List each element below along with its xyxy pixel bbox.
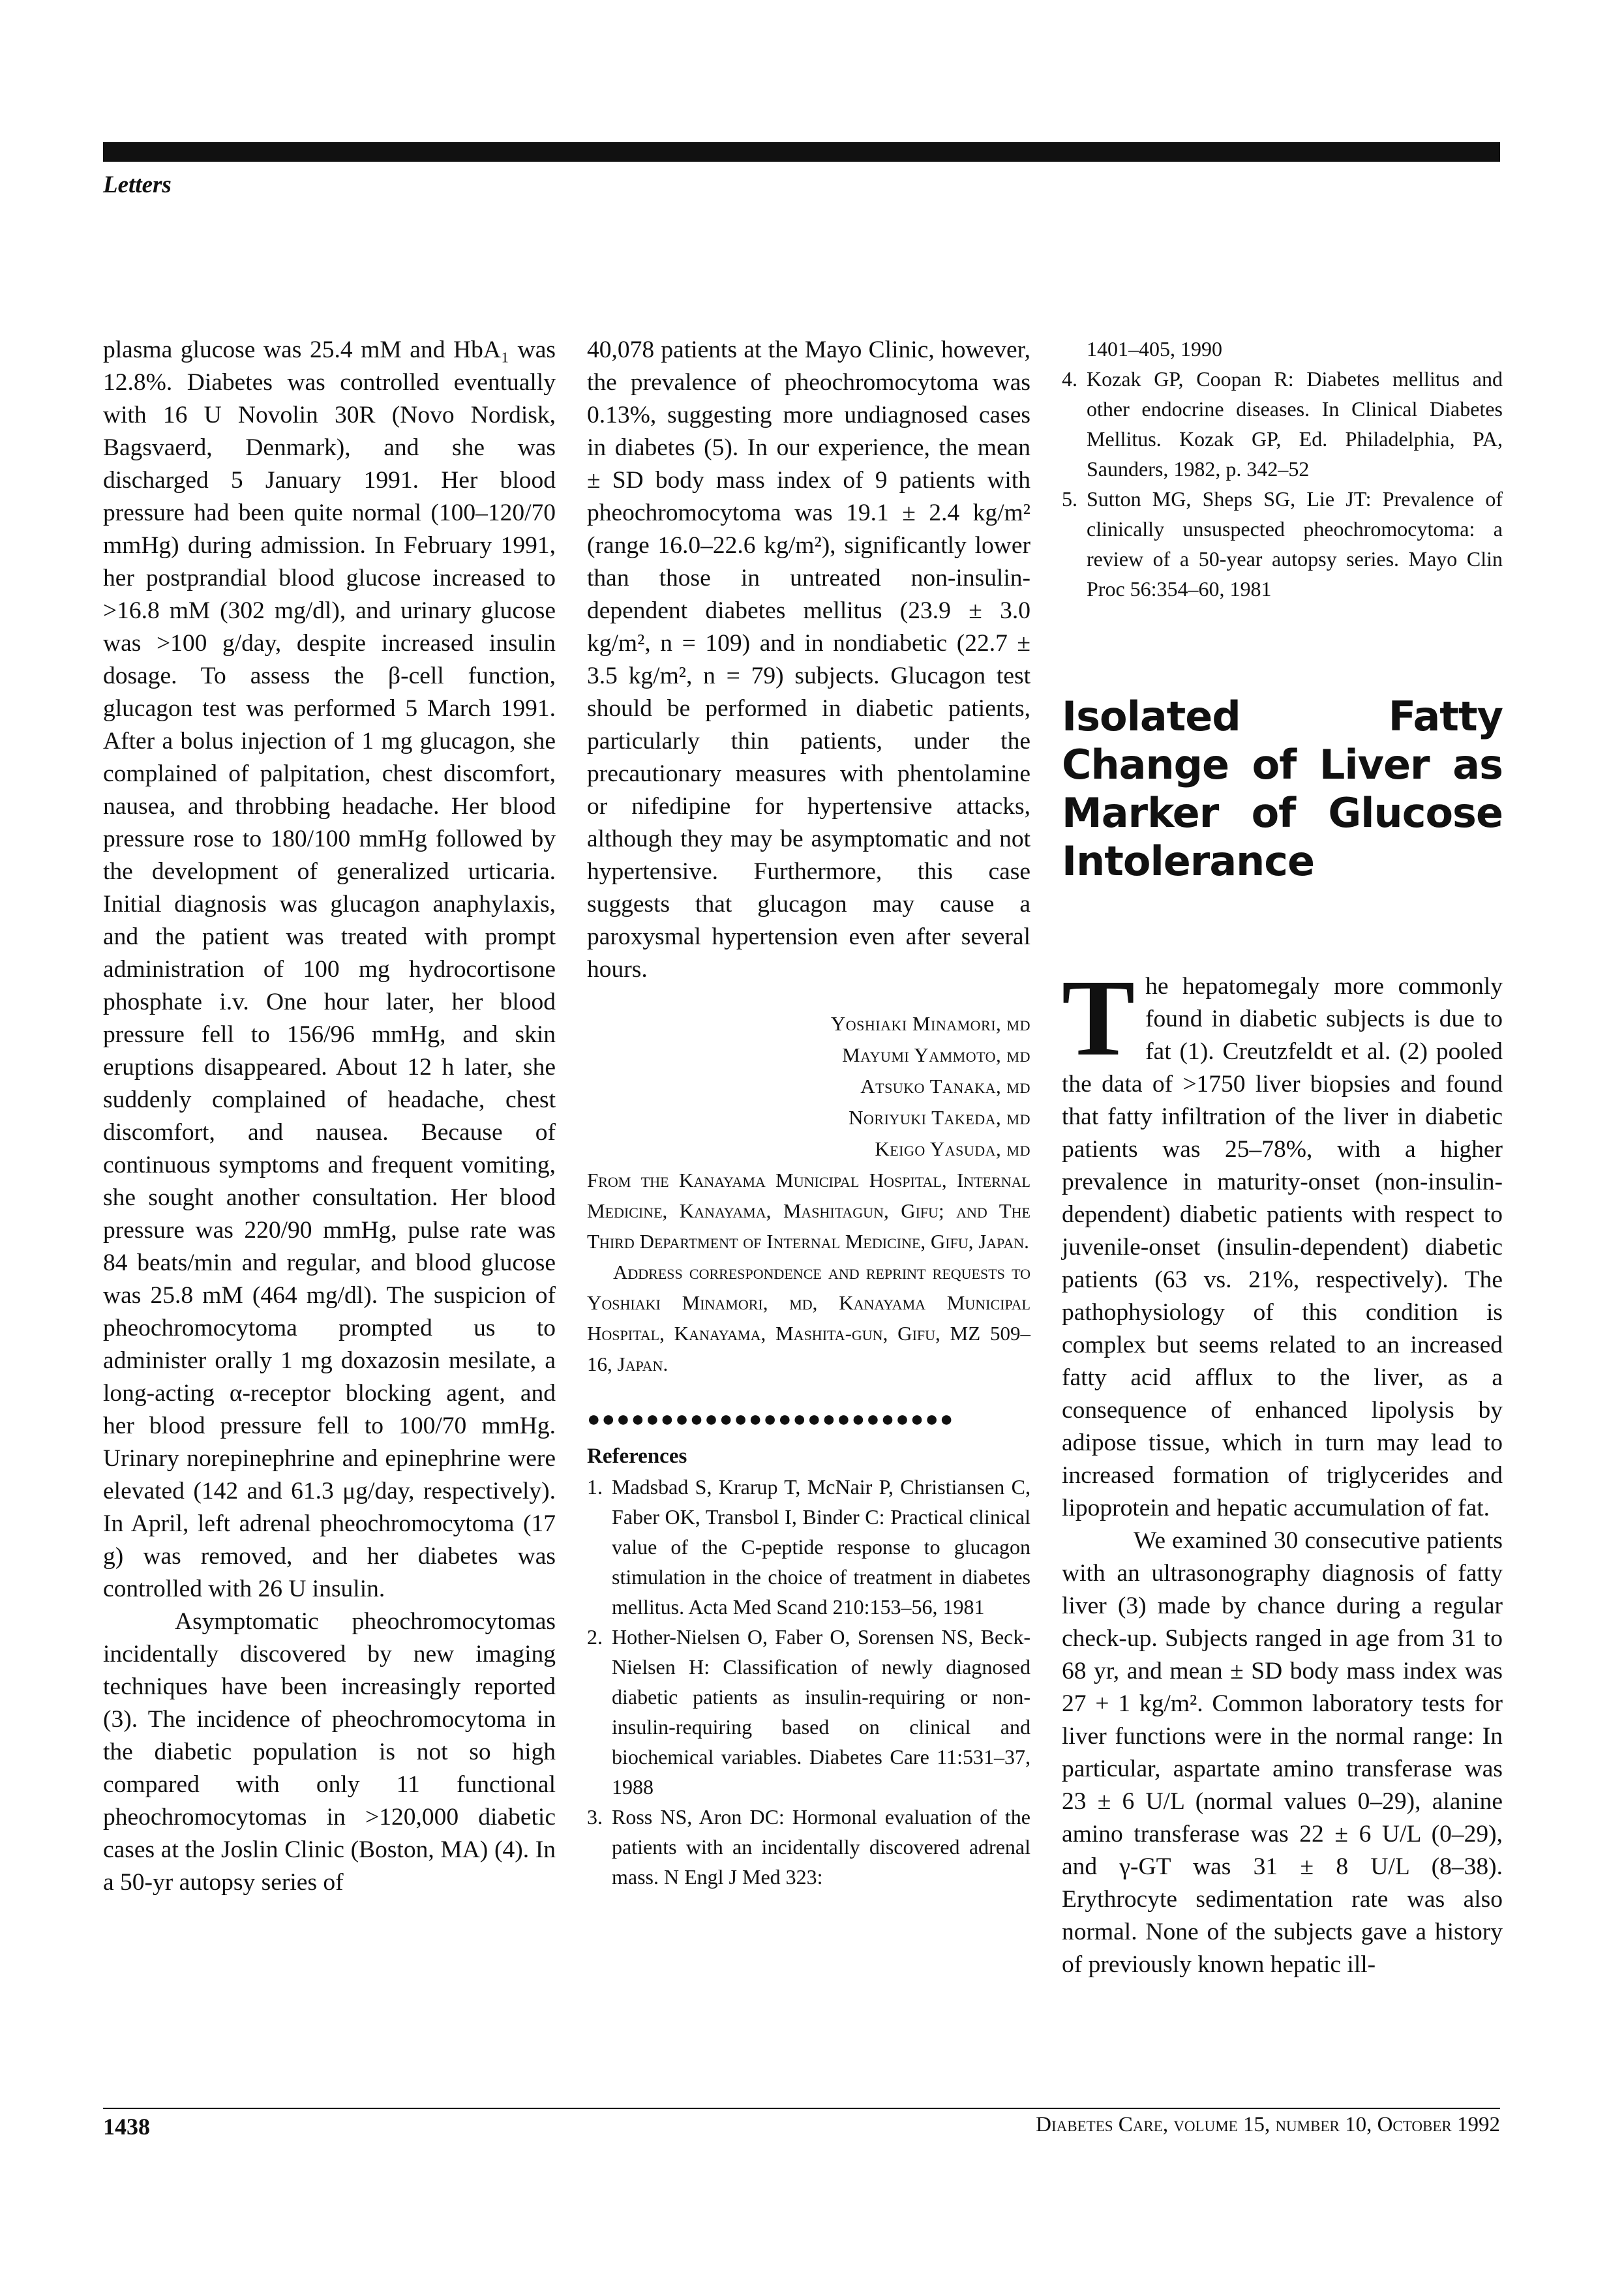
column-3: [1062, 334, 1503, 1981]
reference-item: [1062, 484, 1503, 604]
reference-text: 1401–405, 1990: [1087, 337, 1222, 361]
page-number: 1438: [103, 2114, 150, 2140]
reference-number: 3.: [587, 1805, 603, 1829]
body-paragraph: he hepatomegaly more commonly found in diabetic subjects is due to fat (1). Creutzfeldt et al. (2) pooled the data of >1750 liver biopsies and found that fatty infiltration of the liver in diabetic patients was 25–78%, with a higher prevalence in maturity-onset (non-insulin-dependent) diabetic patients with respect to juvenile-onset (insulin-dependent) diabetic patients (63 vs. 21%, respectively). The pathophysiology of this condition is complex but seems related to an increased fatty acid afflux to the liver, as a consequence of enhanced lipolysis by adipose tissue, which in turn may lead to increased formation of triglycerides and lipoprotein and hepatic accumulation of fat.: [1062, 973, 1503, 1521]
article-title: Isolated Fatty Change of Liver as Marker of Glucose Intolerance: [1062, 693, 1503, 885]
column-1: [103, 334, 556, 1899]
article-body: [1062, 957, 1503, 1525]
author-name: Atsuko Tanaka, md: [860, 1075, 1030, 1098]
footer-rule: [103, 2108, 1500, 2109]
section-label: Letters: [103, 172, 172, 198]
journal-citation: Diabetes Care, volume 15, number 10, October 1992: [1036, 2113, 1500, 2136]
reference-number: 5.: [1062, 487, 1077, 511]
column-2: [587, 334, 1030, 1892]
author-name: Mayumi Yammoto, md: [842, 1043, 1030, 1066]
author-name: Noriyuki Takeda, md: [849, 1106, 1030, 1129]
affiliation: From the Kanayama Municipal Hospital, Internal Medicine, Kanayama, Mashitagun, Gifu; and The Third Department of Internal Medicine, Gifu, Japan.: [587, 1169, 1030, 1253]
body-paragraph: 40,078 patients at the Mayo Clinic, however, the prevalence of pheochromocytoma was 0.13%, suggesting more undiagnosed cases in diabetes (5). In our experience, the mean ± SD body mass index of 9 patients with pheochromocytoma was 19.1 ± 2.4 kg/m² (range 16.0–22.6 kg/m²), significantly lower than those in untreated non-insulin-dependent diabetes mellitus (23.9 ± 3.0 kg/m², n = 109) and in nondiabetic (22.7 ± 3.5 kg/m², n = 79) subjects. Glucagon test should be performed in diabetic patients, particularly thin patients, under the precautionary measures with phentolamine or nifedipine for hypertensive attacks, although they may be asymptomatic and not hypertensive. Furthermore, this case suggests that glucagon may cause a paroxysmal hypertension even after several hours.: [587, 337, 1030, 983]
author-name: Keigo Yasuda, md: [875, 1137, 1030, 1160]
header-rule: [103, 142, 1500, 162]
reference-text: Hother-Nielsen O, Faber O, Sorensen NS, Beck-Nielsen H: Classification of newly diagnosed diabetic patients as insulin-requiring or non-insulin-requiring based on clinical and biochemical variables. Diabetes Care 11:531–37, 1988: [612, 1625, 1030, 1799]
reference-item: [587, 1472, 1030, 1622]
reference-number: 4.: [1062, 367, 1077, 391]
reference-number: 1.: [587, 1475, 603, 1499]
reference-item: [1062, 334, 1503, 364]
correspondence-address: Address correspondence and reprint requests to Yoshiaki Minamori, md, Kanayama Municipal Hospital, Kanayama, Mashita-gun, Gifu, MZ 509–16, Japan.: [587, 1261, 1030, 1375]
reference-text: Sutton MG, Sheps SG, Lie JT: Prevalence of clinically unsuspected pheochromocytoma: a review of a 50-year autopsy series. Mayo Clin Proc 56:354–60, 1981: [1087, 487, 1503, 601]
reference-text: Kozak GP, Coopan R: Diabetes mellitus and other endocrine diseases. In Clinical Diabetes Mellitus. Kozak GP, Ed. Philadelphia, PA, Saunders, 1982, p. 342–52: [1087, 367, 1503, 481]
reference-item: [1062, 364, 1503, 484]
reference-text: Madsbad S, Krarup T, McNair P, Christiansen C, Faber OK, Transbol I, Binder C: Practical clinical value of the C-peptide response to glucagon stimulation in the choice of treatment in diabetes mellitus. Acta Med Scand 210:153–56, 1981: [612, 1475, 1030, 1619]
author-list: [587, 1008, 1030, 1165]
reference-list: [1062, 334, 1503, 604]
body-paragraph: We examined 30 consecutive patients with an ultrasonography diagnosis of fatty liver (3) made by chance during a regular check-up. Subjects ranged in age from 31 to 68 yr, and mean ± SD body mass index was 27 + 1 kg/m². Common laboratory tests for liver functions were in the normal range: In particular, aspartate amino transferase was 23 ± 6 U/L (normal values 0–29), alanine amino transferase was 22 ± 6 U/L (0–29), and γ-GT was 31 ± 8 U/L (8–38). Erythrocyte sedimentation rate was also normal. None of the subjects gave a history of previously known hepatic ill-: [1062, 1527, 1503, 1978]
references-heading: References: [587, 1444, 687, 1468]
reference-item: [587, 1802, 1030, 1892]
reference-item: [587, 1622, 1030, 1802]
reference-number: 2.: [587, 1625, 603, 1649]
drop-cap: T: [1062, 957, 1135, 1079]
body-paragraph: plasma glucose was 25.4 mM and HbA₁ was 12.8%. Diabetes was controlled eventually with 16 U Novolin 30R (Novo Nordisk, Bagsvaerd, Denmark), and she was discharged 5 January 1991. Her blood pressure had been quite normal (100–120/70 mmHg) during admission. In February 1991, her postprandial blood glucose increased to >16.8 mM (302 mg/dl), and urinary glucose was >100 g/day, despite increased insulin dosage. To assess the β-cell function, glucagon test was performed 5 March 1991. After a bolus injection of 1 mg glucagon, she complained of palpitation, chest discomfort, nausea, and throbbing headache. Her blood pressure rose to 180/100 mmHg followed by the development of generalized urticaria. Initial diagnosis was glucagon anaphylaxis, and the patient was treated with prompt administration of 100 mg hydrocortisone phosphate i.v. One hour later, her blood pressure fell to 156/96 mmHg, and skin eruptions disappeared. About 12 h later, she suddenly complained of headache, chest discomfort, and nausea. Because of continuous symptoms and frequent vomiting, she sought another consultation. Her blood pressure was 220/90 mmHg, pulse rate was 84 beats/min and regular, and blood glucose was 25.8 mM (464 mg/dl). The suspicion of pheochromocytoma prompted us to administer orally 1 mg doxazosin mesilate, a long-acting α-receptor blocking agent, and her blood pressure fell to 100/70 mmHg. Urinary norepinephrine and epinephrine were elevated (142 and 61.3 μg/day, respectively). In April, left adrenal pheochromocytoma (17 g) was removed, and her diabetes was controlled with 26 U insulin.: [103, 337, 556, 1602]
body-paragraph: Asymptomatic pheochromocytomas incidentally discovered by new imaging techniques have been increasingly reported (3). The incidence of pheochromocytoma in the diabetic population is not so high compared with only 11 functional pheochromocytomas in >120,000 diabetic cases at the Joslin Clinic (Boston, MA) (4). In a 50-yr autopsy series of: [103, 1608, 556, 1896]
reference-list: [587, 1472, 1030, 1892]
author-name: Yoshiaki Minamori, md: [830, 1012, 1030, 1035]
reference-text: Ross NS, Aron DC: Hormonal evaluation of the patients with an incidentally discovered adrenal mass. N Engl J Med 323:: [612, 1805, 1030, 1889]
section-divider: ●●●●●●●●●●●●●●●●●●●●●●●●●: [587, 1407, 955, 1431]
